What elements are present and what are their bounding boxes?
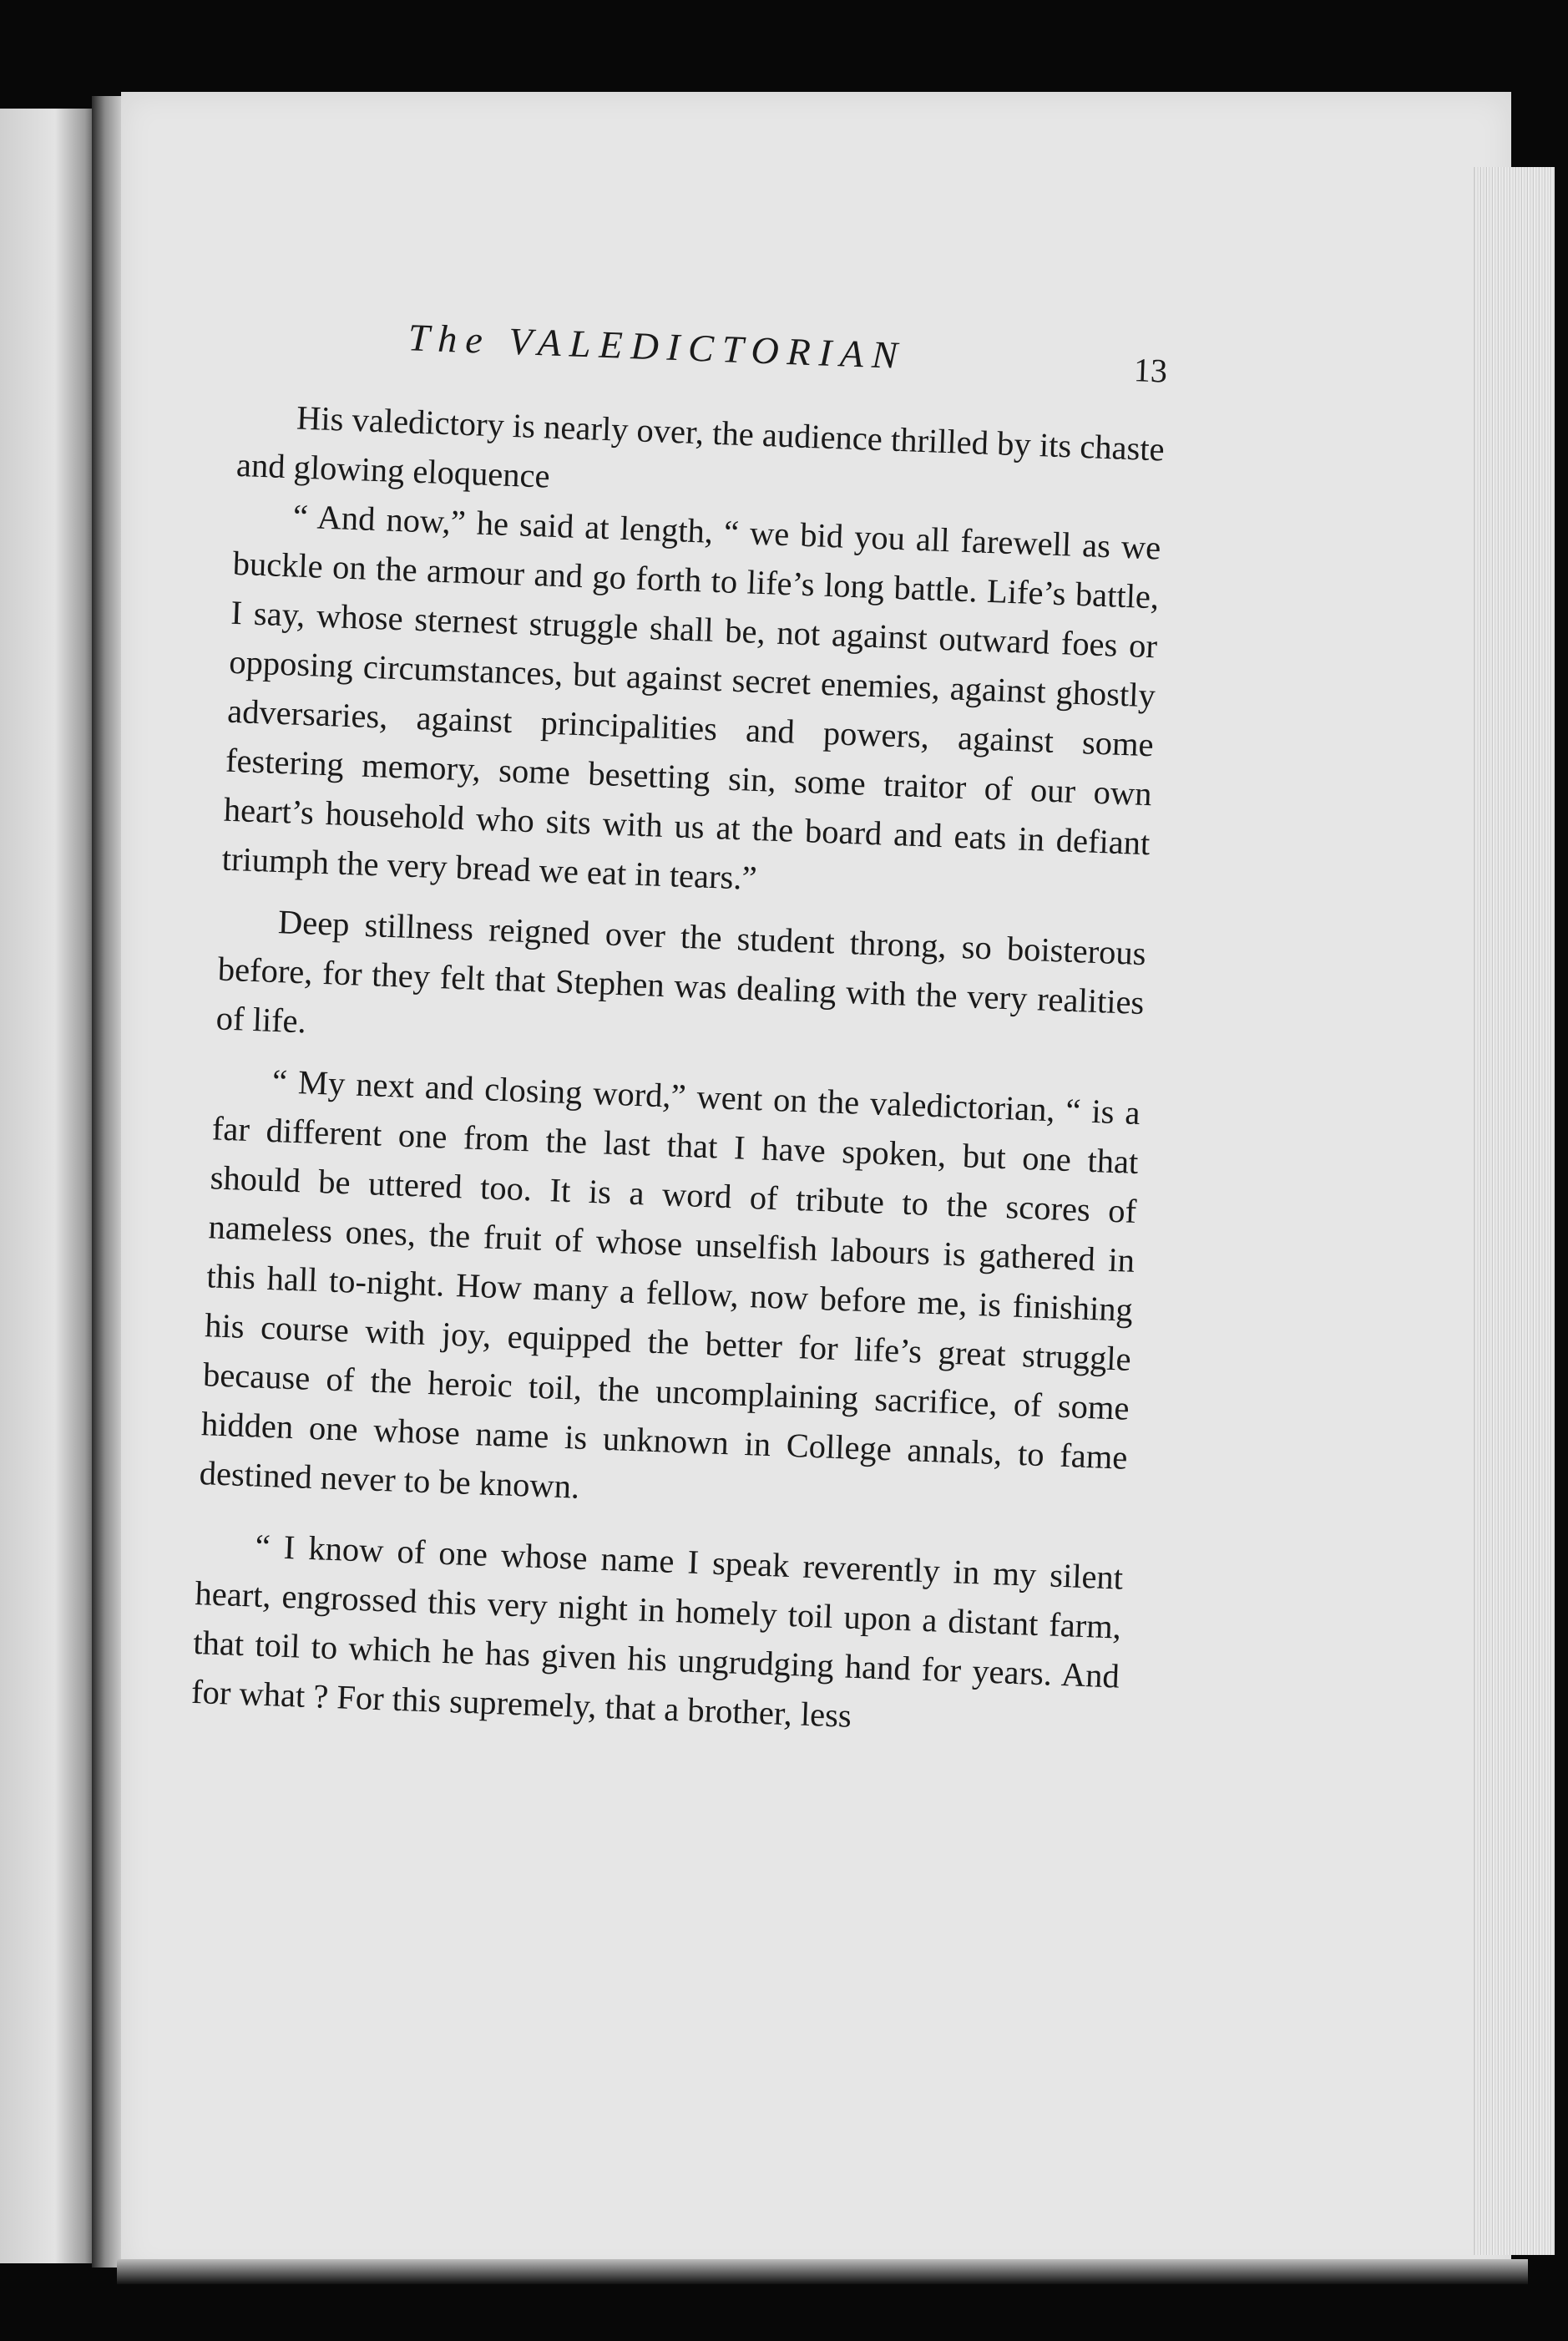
- paragraph: “ I know of one whose name I speak reverently in my silent heart, engrossed this very night in homely toil upon a distant farm, that toil to which he has given his ungrudging hand for years. And for what ? For this supremely, that a brother, less: [190, 1527, 1124, 1735]
- paragraph: His valedictory is nearly over, the audience thrilled by its chaste and glowing eloquence: [235, 398, 1166, 495]
- paragraph: “ My next and closing word,” went on the valedictorian, “ is a far different one from the last that I have spoken, but one that should be uttered too. It is a word of tribute to the scores of nameless ones, the fruit of whose unselfish labours is gathered in this hall to-night. How many a fellow, now before me, is finishing his course with joy, equipped the better for life’s great struggle because of the heroic toil, the uncomplaining sacrifice, of some hidden one whose name is unknown in College annals, to fame destined never to be known.: [199, 1062, 1141, 1506]
- bottom-shadow: [117, 2259, 1528, 2284]
- left-page-edge: [0, 109, 100, 2263]
- paragraph: “ And now,” he said at length, “ we bid you all farewell as we buckle on the armour and go forth to life’s long battle. Life’s battle, I say, whose sternest struggle shall be, not against outward foes or opposing circumstances, but against secret enemies, against ghostly adversaries, against principalities and powers, against some festering memory, some besetting sin, some traitor of our own heart’s household who sits with us at the board and eats in defiant triumph the very bread we eat in tears.”: [221, 497, 1162, 898]
- page-fore-edge: [1474, 167, 1555, 2255]
- page-text-block: [190, 309, 1168, 1751]
- running-head-title: The VALEDICTORIAN: [407, 316, 907, 377]
- spine-shadow: [92, 96, 125, 2268]
- paragraph: Deep stillness reigned over the student throng, so boisterous before, for they felt that Stephen was dealing with the very realities of life.: [215, 903, 1147, 1041]
- page-number: 13: [1133, 351, 1168, 390]
